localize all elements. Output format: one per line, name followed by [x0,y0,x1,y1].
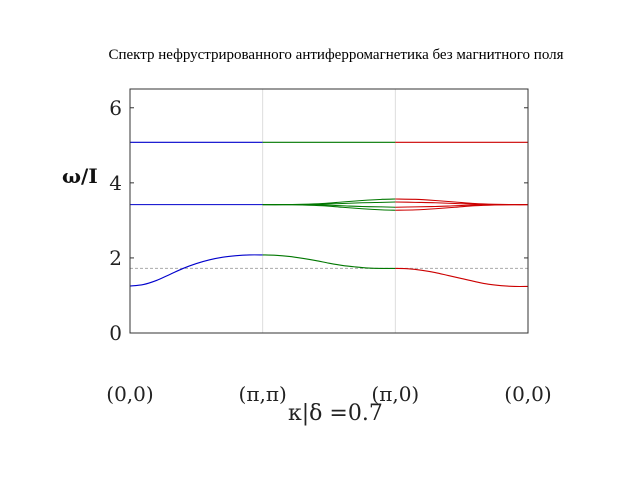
y-tick-label: 0 [109,321,122,345]
x-tick-label: (0,0) [106,382,154,406]
chart-title: Спектр нефрустрированного антиферромагнетика без магнитного поля [108,47,564,63]
y-tick-label: 2 [109,245,122,270]
y-tick-label: 4 [109,170,122,195]
kappa-delta-annotation: κ|δ =0.7 [288,401,383,426]
plot-area [130,89,528,333]
x-tick-label: (π,0) [371,382,420,406]
y-tick-label: 6 [109,95,122,120]
x-tick-label: (0,0) [504,382,552,406]
y-axis-label: ω/I [62,164,98,188]
x-tick-label: (π,π) [238,382,287,406]
